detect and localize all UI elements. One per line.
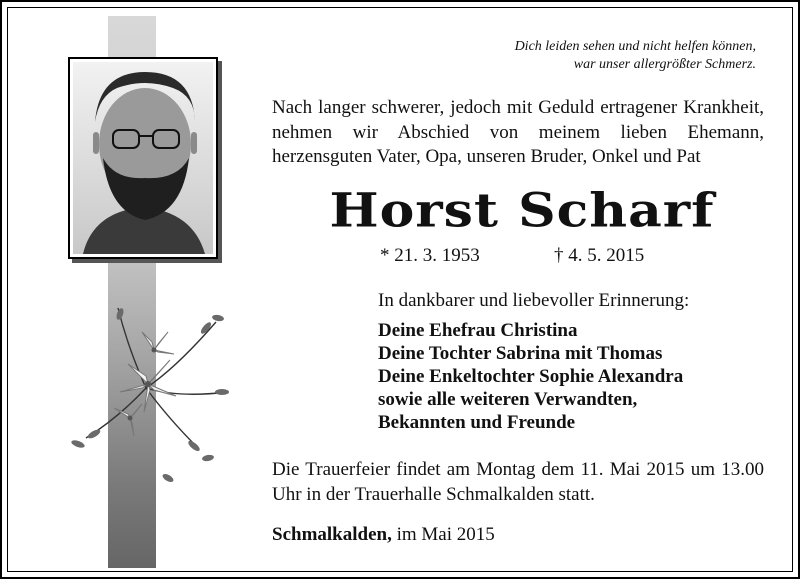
intro-text: Nach langer schwerer, jedoch mit Geduld ertragener Krankheit, nehmen wir Abschied von meinem lieben Ehemann, herzensguten Vater, Opa, unseren Bruder, Onkel und Pat	[272, 97, 764, 167]
portrait-image	[73, 62, 213, 254]
lily-flower-decoration	[58, 288, 234, 488]
motto-line-1: Dich leiden sehen und nicht helfen können,	[514, 39, 756, 54]
birth-date: * 21. 3. 1953	[380, 245, 480, 266]
death-date: † 4. 5. 2015	[554, 245, 645, 266]
signoff-date: im Mai 2015	[391, 524, 495, 545]
mourner-line: Deine Ehefrau Christina	[378, 320, 578, 341]
mourner-line: Deine Enkeltochter Sophie Alexandra	[378, 366, 684, 387]
mourners-list	[378, 319, 683, 434]
motto-line-2: war unser allergrößter Schmerz.	[573, 57, 756, 72]
funeral-info: Die Trauerfeier findet am Montag dem 11. Mai 2015 um 13.00 Uhr in der Trauerhalle Schmalkalden statt.	[272, 459, 764, 505]
remembrance-line: In dankbarer und liebevoller Erinnerung:	[378, 290, 690, 311]
portrait-photo	[68, 57, 218, 259]
mourner-line: Deine Tochter Sabrina mit Thomas	[378, 343, 663, 364]
mourner-line: Bekannten und Freunde	[378, 412, 576, 433]
motto	[515, 38, 756, 74]
signoff-place: Schmalkalden,	[272, 524, 392, 545]
signoff	[272, 524, 495, 546]
deceased-name: Horst Scharf	[329, 183, 715, 238]
mourner-line: sowie alle weiteren Verwandten,	[378, 389, 638, 410]
